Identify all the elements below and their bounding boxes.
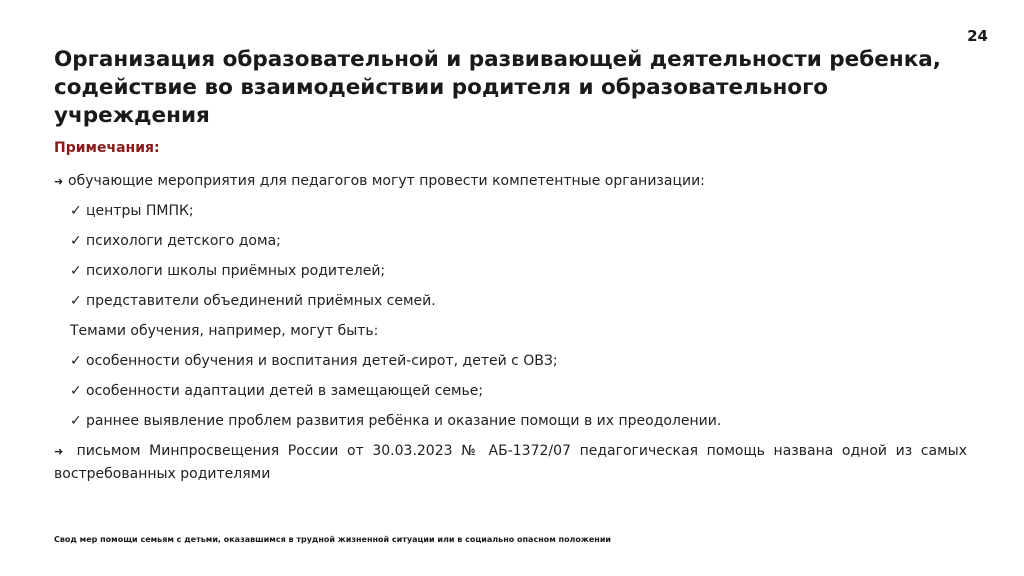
list-item: [54, 226, 967, 256]
list-item: [54, 406, 967, 436]
organization-item: психологи детского дома;: [86, 233, 281, 249]
check-icon: ✓: [70, 383, 82, 399]
topic-item: особенности обучения и воспитания детей-сирот, детей с ОВЗ;: [86, 353, 558, 369]
list-item: [54, 286, 967, 316]
notes-heading: Примечания:: [54, 140, 160, 156]
topic-item: раннее выявление проблем развития ребёнка и оказание помощи в их преодолении.: [86, 413, 722, 429]
list-item: [54, 256, 967, 286]
arrow-icon: ➜: [54, 175, 64, 188]
organization-item: представители объединений приёмных семей.: [86, 293, 436, 309]
bullet-text: письмом Минпросвещения России от 30.03.2023 № АБ-1372/07 педагогическая помощь названа одной из самых востребованных родителями: [54, 443, 967, 482]
check-icon: ✓: [70, 233, 82, 249]
list-item: [54, 440, 967, 486]
page-number: 24: [967, 27, 988, 45]
list-item: [54, 346, 967, 376]
list-item: [54, 166, 967, 196]
bullet-text: обучающие мероприятия для педагогов могут провести компетентные организации:: [68, 173, 705, 189]
organization-item: психологи школы приёмных родителей;: [86, 263, 386, 279]
topic-item: особенности адаптации детей в замещающей семье;: [86, 383, 484, 399]
footer-text: Свод мер помощи семьям с детьми, оказавшимся в трудной жизненной ситуации или в социально опасном положении: [54, 535, 612, 544]
check-icon: ✓: [70, 263, 82, 279]
check-icon: ✓: [70, 353, 82, 369]
page-title: Организация образовательной и развивающей деятельности ребенка, содействие во взаимодействии родителя и образовательного учреждения: [54, 47, 941, 128]
notes-content: [54, 166, 967, 486]
check-icon: ✓: [70, 293, 82, 309]
topics-intro: Темами обучения, например, могут быть:: [70, 323, 379, 339]
arrow-icon: ➜: [54, 445, 64, 458]
organization-item: центры ПМПК;: [86, 203, 194, 219]
list-item: [54, 376, 967, 406]
check-icon: ✓: [70, 413, 82, 429]
check-icon: ✓: [70, 203, 82, 219]
list-item: [54, 196, 967, 226]
